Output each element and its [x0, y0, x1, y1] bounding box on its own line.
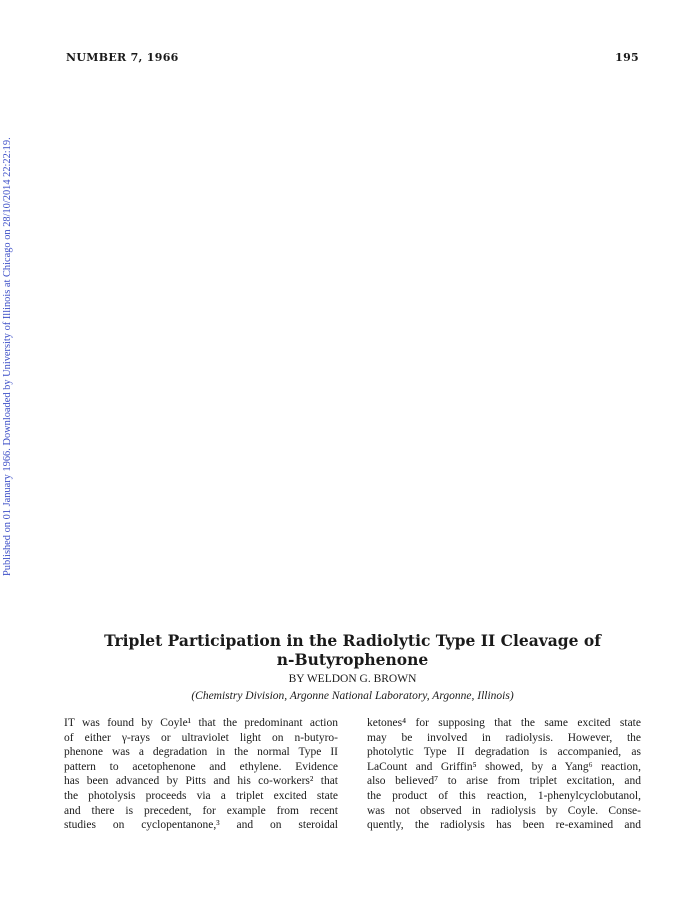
body-line: pattern to acetophenone and ethylene. Evidence — [64, 760, 338, 773]
body-line: studies on cyclopentanone,³ and on steroidal — [64, 819, 338, 832]
title-line-1: Triplet Participation in the Radiolytic Type II Cleavage of — [104, 631, 601, 650]
running-head — [66, 51, 639, 64]
body-line: LaCount and Griffin⁵ showed, by a Yang⁶ reaction, — [367, 760, 641, 773]
body-line: IT was found by Coyle¹ that the predominant action — [64, 717, 338, 729]
body-line: ketones⁴ for supposing that the same excited state — [367, 717, 641, 729]
body-line: and there is precedent, for example from recent — [64, 804, 338, 817]
page-number: 195 — [615, 51, 639, 64]
body-line: quently, the radiolysis has been re-examined and — [367, 819, 641, 832]
body-column-right — [367, 716, 641, 833]
title-line-2: n-Butyrophenone — [276, 650, 429, 669]
body-line: the photolysis proceeds via a triplet excited state — [64, 789, 338, 802]
body-line: of either γ-rays or ultraviolet light on n-butyro- — [64, 731, 338, 744]
body-line: the product of this reaction, 1-phenylcyclobutanol, — [367, 789, 641, 802]
body-line: has been advanced by Pitts and his co-workers² that — [64, 775, 338, 788]
download-notice-link[interactable]: Published on 01 January 1966. Downloaded by University of Illinois at Chicago on 28/10/2014 22:22:19. — [2, 137, 13, 576]
journal-issue: NUMBER 7, 1966 — [66, 51, 179, 64]
article-title — [66, 631, 639, 669]
body-line: photolytic Type II degradation is accompanied, as — [367, 746, 641, 759]
affiliation: (Chemistry Division, Argonne National Laboratory, Argonne, Illinois) — [191, 690, 514, 702]
body-line: phenone was a degradation in the normal Type II — [64, 746, 338, 759]
body-column-left — [64, 716, 338, 833]
body-line: was not observed in radiolysis by Coyle. Conse- — [367, 804, 641, 817]
body-line: may be involved in radiolysis. However, the — [367, 731, 641, 744]
body-line: also believed⁷ to arise from triplet excitation, and — [367, 775, 641, 788]
author: BY WELDON G. BROWN — [288, 673, 417, 685]
